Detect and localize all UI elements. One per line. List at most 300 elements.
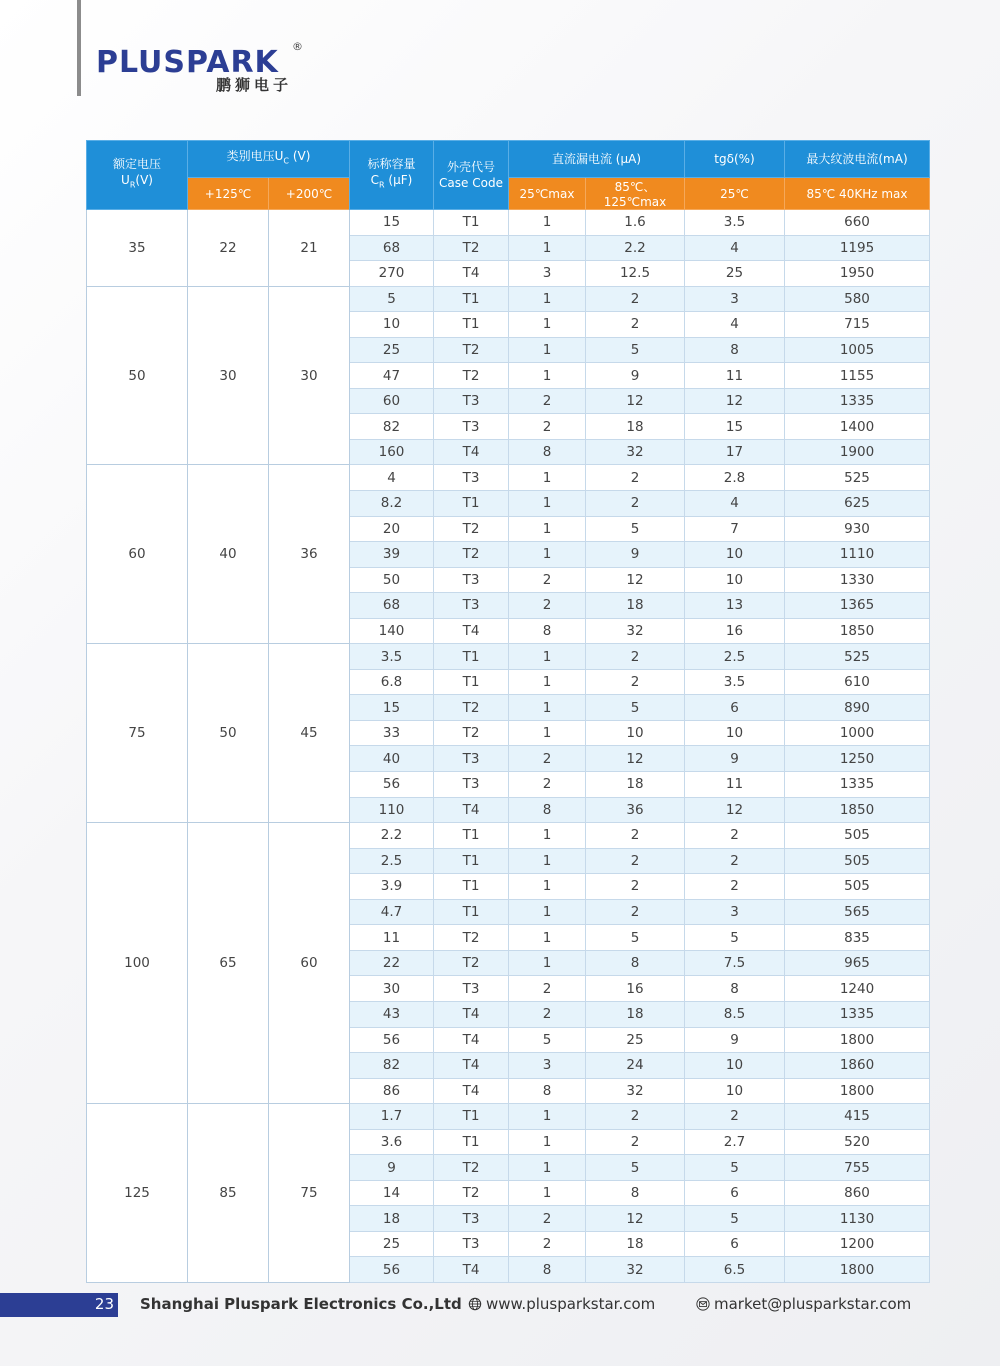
case-code-cell: T3 (434, 1231, 509, 1257)
leakage-85-cell: 32 (586, 618, 685, 644)
leakage-85-cell: 2 (586, 644, 685, 670)
capacitance-cell: 3.9 (350, 874, 434, 900)
tg-delta-cell: 4 (685, 491, 785, 517)
tg-delta-cell: 7 (685, 516, 785, 542)
header-category-voltage: 类别电压$U_C$ (V) (188, 141, 350, 178)
case-code-cell: T3 (434, 772, 509, 798)
capacitance-cell: 4 (350, 465, 434, 491)
leakage-85-cell: 24 (586, 1053, 685, 1079)
leakage-25-cell: 1 (509, 644, 586, 670)
leakage-85-cell: 2 (586, 669, 685, 695)
case-code-cell: T3 (434, 746, 509, 772)
capacitance-cell: 60 (350, 388, 434, 414)
leakage-25-cell: 1 (509, 1155, 586, 1181)
leakage-85-cell: 8 (586, 1180, 685, 1206)
leakage-25-cell: 1 (509, 1180, 586, 1206)
header-ripple-current: 最大纹波电流(mA) (785, 141, 930, 178)
ripple-current-cell: 1200 (785, 1231, 930, 1257)
capacitance-cell: 110 (350, 797, 434, 823)
leakage-25-cell: 1 (509, 899, 586, 925)
leakage-25-cell: 1 (509, 312, 586, 338)
category-voltage-125-cell: 22 (188, 210, 269, 287)
ripple-current-cell: 1800 (785, 1257, 930, 1283)
tg-delta-cell: 5 (685, 1155, 785, 1181)
capacitance-cell: 82 (350, 414, 434, 440)
category-voltage-125-cell: 50 (188, 644, 269, 823)
tg-delta-cell: 17 (685, 439, 785, 465)
leakage-85-cell: 12.5 (586, 261, 685, 287)
ripple-current-cell: 505 (785, 823, 930, 849)
rated-voltage-cell: 125 (87, 1104, 188, 1283)
leakage-85-cell: 1.6 (586, 210, 685, 236)
leakage-25-cell: 1 (509, 337, 586, 363)
page-number-bar (0, 1293, 118, 1317)
leakage-25-cell: 1 (509, 669, 586, 695)
case-code-cell: T1 (434, 644, 509, 670)
rated-voltage-cell: 75 (87, 644, 188, 823)
subheader-ripple-condition: 85℃ 40KHz max (785, 178, 930, 210)
case-code-cell: T1 (434, 899, 509, 925)
tg-delta-cell: 9 (685, 1027, 785, 1053)
leakage-85-cell: 12 (586, 388, 685, 414)
website-text: www.plusparkstar.com (486, 1295, 656, 1313)
leakage-85-cell: 12 (586, 746, 685, 772)
ripple-current-cell: 520 (785, 1129, 930, 1155)
case-code-cell: T1 (434, 848, 509, 874)
tg-delta-cell: 6 (685, 695, 785, 721)
leakage-85-cell: 32 (586, 1257, 685, 1283)
tg-delta-cell: 5 (685, 1206, 785, 1232)
ripple-current-cell: 505 (785, 848, 930, 874)
leakage-85-cell: 5 (586, 695, 685, 721)
leakage-85-cell: 18 (586, 772, 685, 798)
tg-delta-cell: 3 (685, 899, 785, 925)
leakage-25-cell: 3 (509, 261, 586, 287)
case-code-cell: T2 (434, 1180, 509, 1206)
capacitance-cell: 11 (350, 925, 434, 951)
category-voltage-200-cell: 36 (269, 465, 350, 644)
ripple-current-cell: 565 (785, 899, 930, 925)
ripple-current-cell: 1000 (785, 720, 930, 746)
tg-delta-cell: 16 (685, 618, 785, 644)
case-code-cell: T2 (434, 1155, 509, 1181)
case-code-cell: T4 (434, 618, 509, 644)
case-code-cell: T4 (434, 261, 509, 287)
capacitance-cell: 1.7 (350, 1104, 434, 1130)
tg-delta-cell: 8 (685, 337, 785, 363)
spec-table-body (87, 210, 930, 1283)
leakage-25-cell: 1 (509, 720, 586, 746)
table-row (87, 644, 930, 670)
tg-delta-cell: 10 (685, 542, 785, 568)
category-voltage-200-cell: 21 (269, 210, 350, 287)
leakage-25-cell: 2 (509, 1206, 586, 1232)
table-row (87, 823, 930, 849)
rated-voltage-cell: 35 (87, 210, 188, 287)
ripple-current-cell: 660 (785, 210, 930, 236)
tg-delta-cell: 3.5 (685, 210, 785, 236)
case-code-cell: T3 (434, 593, 509, 619)
leakage-25-cell: 2 (509, 593, 586, 619)
case-code-cell: T2 (434, 337, 509, 363)
tg-delta-cell: 10 (685, 1078, 785, 1104)
capacitance-cell: 5 (350, 286, 434, 312)
case-code-cell: T2 (434, 950, 509, 976)
leakage-85-cell: 2 (586, 1129, 685, 1155)
case-code-cell: T2 (434, 363, 509, 389)
ripple-current-cell: 415 (785, 1104, 930, 1130)
capacitance-cell: 3.6 (350, 1129, 434, 1155)
case-code-cell: T4 (434, 1001, 509, 1027)
capacitance-cell: 50 (350, 567, 434, 593)
header-tg-delta: tgδ(%) (685, 141, 785, 178)
capacitance-cell: 47 (350, 363, 434, 389)
leakage-25-cell: 1 (509, 823, 586, 849)
globe-icon (468, 1297, 482, 1311)
subheader-leakage-85: 85℃、125℃max (586, 178, 685, 210)
case-code-cell: T2 (434, 542, 509, 568)
tg-delta-cell: 6 (685, 1180, 785, 1206)
ripple-current-cell: 965 (785, 950, 930, 976)
tg-delta-cell: 6.5 (685, 1257, 785, 1283)
capacitance-cell: 68 (350, 235, 434, 261)
ripple-current-cell: 835 (785, 925, 930, 951)
tg-delta-cell: 4 (685, 312, 785, 338)
envelope-icon (696, 1297, 710, 1311)
tg-delta-cell: 12 (685, 797, 785, 823)
leakage-85-cell: 18 (586, 414, 685, 440)
leakage-25-cell: 3 (509, 1053, 586, 1079)
capacitance-cell: 40 (350, 746, 434, 772)
tg-delta-cell: 11 (685, 772, 785, 798)
ripple-current-cell: 625 (785, 491, 930, 517)
header-leakage-current: 直流漏电流 (μA) (509, 141, 685, 178)
case-code-cell: T3 (434, 567, 509, 593)
leakage-85-cell: 36 (586, 797, 685, 823)
ripple-current-cell: 610 (785, 669, 930, 695)
capacitance-cell: 2.2 (350, 823, 434, 849)
tg-delta-cell: 3 (685, 286, 785, 312)
capacitance-cell: 20 (350, 516, 434, 542)
tg-delta-cell: 2 (685, 823, 785, 849)
ripple-current-cell: 1005 (785, 337, 930, 363)
leakage-85-cell: 5 (586, 516, 685, 542)
leakage-25-cell: 1 (509, 363, 586, 389)
category-voltage-200-cell: 45 (269, 644, 350, 823)
leakage-25-cell: 1 (509, 848, 586, 874)
case-code-cell: T1 (434, 669, 509, 695)
case-code-cell: T2 (434, 720, 509, 746)
capacitance-cell: 68 (350, 593, 434, 619)
capacitance-cell: 14 (350, 1180, 434, 1206)
leakage-85-cell: 5 (586, 337, 685, 363)
leakage-85-cell: 8 (586, 950, 685, 976)
leakage-85-cell: 12 (586, 1206, 685, 1232)
tg-delta-cell: 13 (685, 593, 785, 619)
tg-delta-cell: 3.5 (685, 669, 785, 695)
tg-delta-cell: 8 (685, 976, 785, 1002)
ripple-current-cell: 1800 (785, 1027, 930, 1053)
leakage-25-cell: 1 (509, 542, 586, 568)
capacitance-cell: 140 (350, 618, 434, 644)
leakage-25-cell: 1 (509, 695, 586, 721)
ripple-current-cell: 715 (785, 312, 930, 338)
brand-name: PLUSPARK (96, 45, 279, 80)
brand-chinese-name: 鹏狮电子 (216, 76, 293, 94)
subheader-tg-25: 25℃ (685, 178, 785, 210)
category-voltage-125-cell: 40 (188, 465, 269, 644)
case-code-cell: T1 (434, 823, 509, 849)
subheader-uc-125: +125℃ (188, 178, 269, 210)
leakage-25-cell: 1 (509, 210, 586, 236)
leakage-85-cell: 2 (586, 848, 685, 874)
leakage-25-cell: 2 (509, 388, 586, 414)
case-code-cell: T1 (434, 286, 509, 312)
capacitance-cell: 33 (350, 720, 434, 746)
page-footer (0, 1293, 1000, 1319)
leakage-85-cell: 16 (586, 976, 685, 1002)
capacitance-cell: 56 (350, 772, 434, 798)
case-code-cell: T4 (434, 439, 509, 465)
leakage-25-cell: 1 (509, 286, 586, 312)
leakage-85-cell: 18 (586, 1231, 685, 1257)
capacitance-cell: 86 (350, 1078, 434, 1104)
capacitance-cell: 39 (350, 542, 434, 568)
leakage-25-cell: 1 (509, 925, 586, 951)
leakage-85-cell: 12 (586, 567, 685, 593)
case-code-cell: T1 (434, 874, 509, 900)
ripple-current-cell: 1860 (785, 1053, 930, 1079)
ripple-current-cell: 1850 (785, 797, 930, 823)
leakage-85-cell: 18 (586, 593, 685, 619)
rated-voltage-cell: 50 (87, 286, 188, 465)
tg-delta-cell: 10 (685, 720, 785, 746)
capacitance-cell: 82 (350, 1053, 434, 1079)
capacitance-cell: 30 (350, 976, 434, 1002)
website-link[interactable] (468, 1295, 655, 1313)
case-code-cell: T4 (434, 1078, 509, 1104)
case-code-cell: T3 (434, 388, 509, 414)
leakage-85-cell: 2 (586, 312, 685, 338)
page-number: 23 (94, 1295, 114, 1313)
leakage-25-cell: 8 (509, 618, 586, 644)
tg-delta-cell: 8.5 (685, 1001, 785, 1027)
tg-delta-cell: 6 (685, 1231, 785, 1257)
ripple-current-cell: 1330 (785, 567, 930, 593)
capacitance-cell: 10 (350, 312, 434, 338)
tg-delta-cell: 9 (685, 746, 785, 772)
category-voltage-200-cell: 75 (269, 1104, 350, 1283)
table-row (87, 465, 930, 491)
leakage-85-cell: 10 (586, 720, 685, 746)
tg-delta-cell: 10 (685, 567, 785, 593)
case-code-cell: T2 (434, 235, 509, 261)
category-voltage-125-cell: 85 (188, 1104, 269, 1283)
ripple-current-cell: 1110 (785, 542, 930, 568)
leakage-25-cell: 8 (509, 797, 586, 823)
email-text: market@plusparkstar.com (714, 1295, 912, 1313)
leakage-25-cell: 8 (509, 1078, 586, 1104)
capacitance-cell: 3.5 (350, 644, 434, 670)
leakage-85-cell: 2 (586, 465, 685, 491)
capacitance-cell: 56 (350, 1027, 434, 1053)
ripple-current-cell: 1335 (785, 772, 930, 798)
leakage-25-cell: 1 (509, 874, 586, 900)
leakage-85-cell: 9 (586, 363, 685, 389)
leakage-25-cell: 2 (509, 567, 586, 593)
tg-delta-cell: 15 (685, 414, 785, 440)
leakage-25-cell: 2 (509, 414, 586, 440)
tg-delta-cell: 2.7 (685, 1129, 785, 1155)
case-code-cell: T2 (434, 695, 509, 721)
capacitance-cell: 9 (350, 1155, 434, 1181)
tg-delta-cell: 11 (685, 363, 785, 389)
capacitance-cell: 18 (350, 1206, 434, 1232)
ripple-current-cell: 580 (785, 286, 930, 312)
case-code-cell: T1 (434, 312, 509, 338)
case-code-cell: T4 (434, 797, 509, 823)
ripple-current-cell: 1130 (785, 1206, 930, 1232)
tg-delta-cell: 12 (685, 388, 785, 414)
leakage-85-cell: 2 (586, 874, 685, 900)
case-code-cell: T1 (434, 1129, 509, 1155)
ripple-current-cell: 1250 (785, 746, 930, 772)
leakage-25-cell: 8 (509, 439, 586, 465)
ripple-current-cell: 1335 (785, 388, 930, 414)
ripple-current-cell: 1195 (785, 235, 930, 261)
tg-delta-cell: 2 (685, 848, 785, 874)
case-code-cell: T4 (434, 1257, 509, 1283)
leakage-25-cell: 1 (509, 950, 586, 976)
ripple-current-cell: 1155 (785, 363, 930, 389)
tg-delta-cell: 5 (685, 925, 785, 951)
case-code-cell: T2 (434, 925, 509, 951)
ripple-current-cell: 525 (785, 644, 930, 670)
ripple-current-cell: 1800 (785, 1078, 930, 1104)
capacitance-cell: 56 (350, 1257, 434, 1283)
case-code-cell: T3 (434, 976, 509, 1002)
rated-voltage-cell: 100 (87, 823, 188, 1104)
tg-delta-cell: 4 (685, 235, 785, 261)
tg-delta-cell: 7.5 (685, 950, 785, 976)
capacitance-cell: 43 (350, 1001, 434, 1027)
capacitance-cell: 8.2 (350, 491, 434, 517)
capacitance-cell: 2.5 (350, 848, 434, 874)
rated-voltage-cell: 60 (87, 465, 188, 644)
case-code-cell: T1 (434, 210, 509, 236)
leakage-85-cell: 5 (586, 925, 685, 951)
leakage-85-cell: 2 (586, 491, 685, 517)
case-code-cell: T1 (434, 1104, 509, 1130)
leakage-25-cell: 2 (509, 1231, 586, 1257)
capacitance-cell: 15 (350, 210, 434, 236)
tg-delta-cell: 25 (685, 261, 785, 287)
ripple-current-cell: 1900 (785, 439, 930, 465)
case-code-cell: T1 (434, 491, 509, 517)
leakage-25-cell: 1 (509, 465, 586, 491)
leakage-85-cell: 18 (586, 1001, 685, 1027)
leakage-85-cell: 9 (586, 542, 685, 568)
tg-delta-cell: 2.8 (685, 465, 785, 491)
case-code-cell: T3 (434, 414, 509, 440)
case-code-cell: T3 (434, 465, 509, 491)
leakage-25-cell: 1 (509, 516, 586, 542)
ripple-current-cell: 755 (785, 1155, 930, 1181)
leakage-25-cell: 1 (509, 235, 586, 261)
ripple-current-cell: 1950 (785, 261, 930, 287)
brand-logo (96, 40, 326, 100)
header-rated-voltage: 额定电压 $U_R(V)$ (87, 141, 188, 210)
category-voltage-200-cell: 30 (269, 286, 350, 465)
registered-mark: ® (292, 40, 303, 53)
leakage-25-cell: 2 (509, 746, 586, 772)
table-row (87, 1104, 930, 1130)
ripple-current-cell: 1850 (785, 618, 930, 644)
leakage-85-cell: 5 (586, 1155, 685, 1181)
leakage-25-cell: 2 (509, 976, 586, 1002)
ripple-current-cell: 1240 (785, 976, 930, 1002)
leakage-85-cell: 2 (586, 1104, 685, 1130)
capacitance-cell: 25 (350, 1231, 434, 1257)
leakage-25-cell: 1 (509, 1104, 586, 1130)
ripple-current-cell: 930 (785, 516, 930, 542)
case-code-cell: T4 (434, 1053, 509, 1079)
leakage-25-cell: 1 (509, 491, 586, 517)
capacitor-spec-table (86, 140, 930, 1283)
category-voltage-200-cell: 60 (269, 823, 350, 1104)
capacitance-cell: 25 (350, 337, 434, 363)
ripple-current-cell: 1365 (785, 593, 930, 619)
ripple-current-cell: 525 (785, 465, 930, 491)
leakage-85-cell: 32 (586, 439, 685, 465)
table-row (87, 286, 930, 312)
tg-delta-cell: 2 (685, 874, 785, 900)
leakage-25-cell: 1 (509, 1129, 586, 1155)
case-code-cell: T3 (434, 1206, 509, 1232)
leakage-25-cell: 8 (509, 1257, 586, 1283)
leakage-25-cell: 2 (509, 772, 586, 798)
ripple-current-cell: 890 (785, 695, 930, 721)
subheader-leakage-25: 25℃max (509, 178, 586, 210)
capacitance-cell: 6.8 (350, 669, 434, 695)
ripple-current-cell: 1400 (785, 414, 930, 440)
capacitance-cell: 160 (350, 439, 434, 465)
tg-delta-cell: 2 (685, 1104, 785, 1130)
leakage-85-cell: 2 (586, 823, 685, 849)
header-capacitance: 标称容量 $C_R$ (μF) (350, 141, 434, 210)
case-code-cell: T2 (434, 516, 509, 542)
ripple-current-cell: 860 (785, 1180, 930, 1206)
category-voltage-125-cell: 65 (188, 823, 269, 1104)
header-case-code: 外壳代号 Case Code (434, 141, 509, 210)
leakage-85-cell: 25 (586, 1027, 685, 1053)
ripple-current-cell: 1335 (785, 1001, 930, 1027)
leakage-85-cell: 2 (586, 286, 685, 312)
leakage-85-cell: 32 (586, 1078, 685, 1104)
table-row (87, 210, 930, 236)
tg-delta-cell: 10 (685, 1053, 785, 1079)
leakage-85-cell: 2 (586, 899, 685, 925)
leakage-25-cell: 5 (509, 1027, 586, 1053)
subheader-uc-200: +200℃ (269, 178, 350, 210)
leakage-85-cell: 2.2 (586, 235, 685, 261)
capacitance-cell: 4.7 (350, 899, 434, 925)
email-link[interactable] (696, 1295, 911, 1313)
capacitance-cell: 270 (350, 261, 434, 287)
leakage-25-cell: 2 (509, 1001, 586, 1027)
ripple-current-cell: 505 (785, 874, 930, 900)
company-name: Shanghai Pluspark Electronics Co.,Ltd (140, 1295, 462, 1313)
